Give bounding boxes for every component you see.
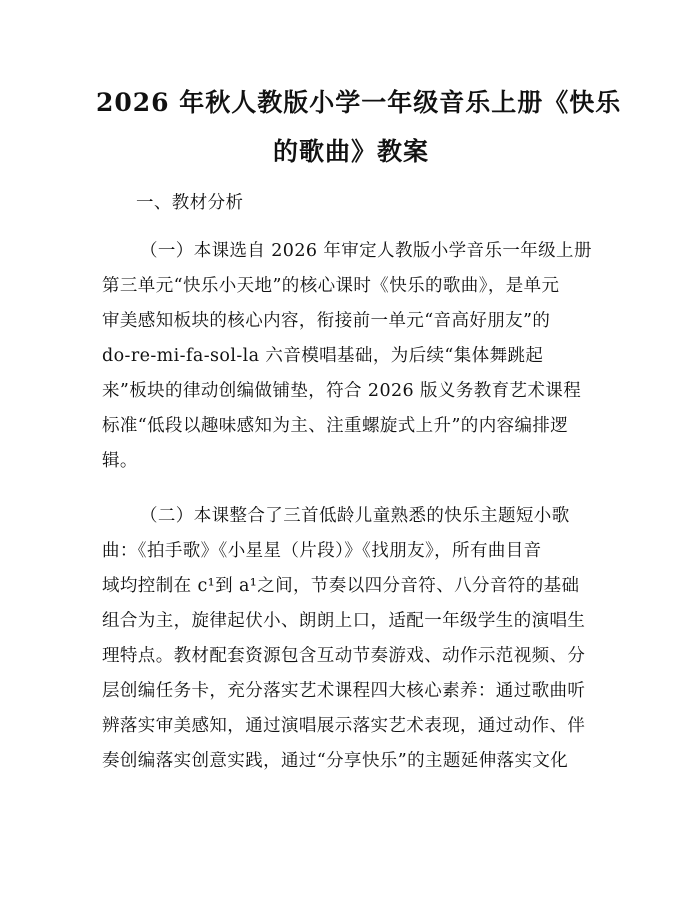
paragraph2-line: 辨落实审美感知，通过演唱展示落实艺术表现，通过动作、伴: [102, 716, 586, 736]
paragraph2-line: 奏创编落实创意实践，通过“分享快乐”的主题延伸落实文化: [102, 751, 569, 771]
paragraph2-line: 组合为主，旋律起伏小、朗朗上口，适配一年级学生的演唱生: [102, 611, 586, 631]
paragraph1-line: （一）本课选自 2026 年审定人教版小学音乐一年级上册: [140, 241, 592, 261]
paragraph1-line: 来”板块的律动创编做铺垫，符合 2026 版义务教育艺术课程: [102, 381, 582, 401]
paragraph1-line: 第三单元“快乐小天地”的核心课时《快乐的歌曲》，是单元: [102, 276, 560, 296]
paragraph1-line: 辑。: [102, 451, 138, 471]
section-heading: 一、教材分析: [136, 193, 244, 213]
paragraph2-line: 域均控制在 c¹到 a¹之间，节奏以四分音符、八分音符的基础: [102, 576, 580, 596]
paragraph2-line: 理特点。教材配套资源包含互动节奏游戏、动作示范视频、分: [102, 646, 586, 666]
paragraph1-line: do-re-mi-fa-sol-la 六音模唱基础，为后续“集体舞跳起: [102, 346, 544, 366]
document-title-line-2: 的歌曲》教案: [272, 137, 429, 166]
paragraph2-line: 曲：《拍手歌》《小星星（片段）》《找朋友》，所有曲目音: [102, 541, 542, 561]
document-title-line-1: 2026 年秋人教版小学一年级音乐上册《快乐: [96, 88, 622, 117]
paragraph2-line: （二）本课整合了三首低龄儿童熟悉的快乐主题短小歌: [140, 506, 570, 526]
paragraph2-line: 层创编任务卡，充分落实艺术课程四大核心素养：通过歌曲听: [102, 681, 586, 701]
paragraph1-line: 审美感知板块的核心内容，衔接前一单元“音高好朋友”的: [102, 311, 551, 331]
paragraph1-line: 标准“低段以趣味感知为主、注重螺旋式上升”的内容编排逻: [102, 416, 569, 436]
